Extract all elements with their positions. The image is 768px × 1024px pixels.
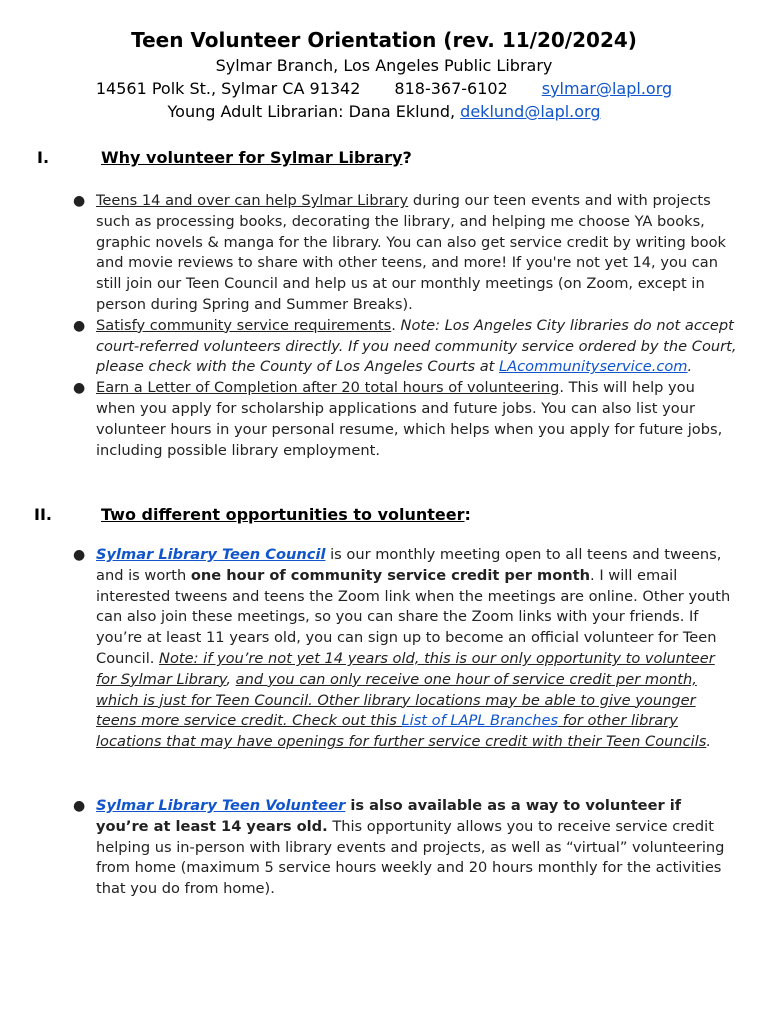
bullet-icon: ●: [73, 380, 86, 397]
community-service-link[interactable]: LAcommunityservice.com: [499, 358, 688, 376]
section1-list: [0, 191, 768, 461]
librarian-line: [0, 100, 768, 123]
section-opportunities: [0, 505, 768, 529]
item-text: during our teen events and with projects such as processing books, decorating the library, and helping me choose YA books, graphic novels & manga for the library. You can also get service credit by writing book and movie reviews to share with other teens, and more! If you're not yet 14, you can still join our Teen Council and help us at our monthly meetings (on Zoom, except in person during Spring and Summer Breaks).: [96, 192, 726, 313]
credit-highlight: one hour of community service credit per month: [190, 566, 591, 584]
item-lead: Satisfy community service requirements: [96, 316, 392, 334]
section-why-volunteer: [0, 148, 768, 172]
librarian-email-link[interactable]: deklund@lapl.org: [460, 102, 601, 121]
bullet-icon: ●: [73, 193, 86, 209]
section-title: Two different opportunities to volunteer:: [101, 505, 471, 524]
teen-council-link[interactable]: Sylmar Library Teen Council: [96, 546, 326, 563]
page-title: Teen Volunteer Orientation (rev. 11/20/2024): [131, 28, 637, 52]
section-title: Why volunteer for Sylmar Library?: [101, 148, 412, 167]
bullet-icon: ●: [73, 317, 86, 334]
teen-volunteer-link[interactable]: Sylmar Library Teen Volunteer: [96, 797, 346, 814]
item-text: . This will help you when you apply for scholarship applications and future jobs. You can also list your volunteer hours in your personal resume, which helps when you apply for future jobs, including possible library employment.: [96, 379, 723, 459]
email-link[interactable]: sylmar@lapl.org: [541, 79, 673, 98]
branch-name: Sylmar Branch, Los Angeles Public Library: [215, 56, 553, 75]
document-header: [0, 26, 768, 123]
address: 14561 Polk St., Sylmar CA 91342: [95, 79, 361, 98]
section2-list-council: [0, 545, 768, 753]
phone: 818-367-6102: [394, 79, 508, 98]
list-item: [0, 191, 738, 316]
item-lead: Teens 14 and over can help Sylmar Library: [96, 192, 409, 209]
section-heading: [0, 505, 768, 529]
section-number: I.: [37, 148, 50, 167]
item-note: Note: Los Angeles City libraries do not accept court-referred volunteers directly. If you need community service ordered by the Court, please check with the County of Los Angeles Courts at: [96, 316, 737, 376]
list-item: ● Satisfy community service requirements. Note: Los Angeles City libraries do not accept court-referred volunteers directly. If you need community service ordered by the Court, please check with the County of Los Angeles Courts at LAcommunityservice.com.: [73, 316, 737, 376]
section2-list-volunteer: [0, 796, 768, 900]
branches-list-link[interactable]: List of LAPL Branches: [401, 712, 559, 730]
librarian-label: Young Adult Librarian: Dana Eklund,: [167, 102, 456, 121]
list-item: ● Sylmar Library Teen Council is our monthly meeting open to all teens and tweens, and is worth one hour of community service credit per month. I will email interested tweens and teens the Zoom link when the meetings are online. Other youth can also join these meetings, so you can share the Zoom links with your friends. If you’re at least 11 years old, you can sign up to become an official volunteer for Teen Council. Note: if you’re not yet 14 years old, this is our only opportunity to volunteer for Sylmar Library, and you can only receive one hour of service credit per month, which is just for Teen Council. Other library locations may be able to give younger teens more service credit. Check out this List of LAPL Branches for other library locations that may have openings for further service credit with their Teen Councils.: [73, 546, 731, 751]
section-number: II.: [34, 505, 52, 524]
list-item: [0, 378, 738, 461]
section-heading: [0, 148, 768, 172]
contact-line: [0, 77, 768, 100]
item-lead: Earn a Letter of Completion after 20 total hours of volunteering: [96, 379, 560, 397]
bullet-icon: ●: [73, 547, 86, 563]
list-item: ● Sylmar Library Teen Volunteer is also available as a way to volunteer if you’re at least 14 years old. This opportunity allows you to receive service credit helping us in-person with library events and projects, as well as “virtual” volunteering from home (maximum 5 service hours weekly and 20 hours monthly for the activities that you do from home).: [73, 797, 725, 898]
council-note: Note: if you’re not yet 14 years old, this is our only opportunity to volunteer for Sylmar Library: [96, 649, 715, 688]
bullet-icon: ●: [73, 798, 86, 814]
